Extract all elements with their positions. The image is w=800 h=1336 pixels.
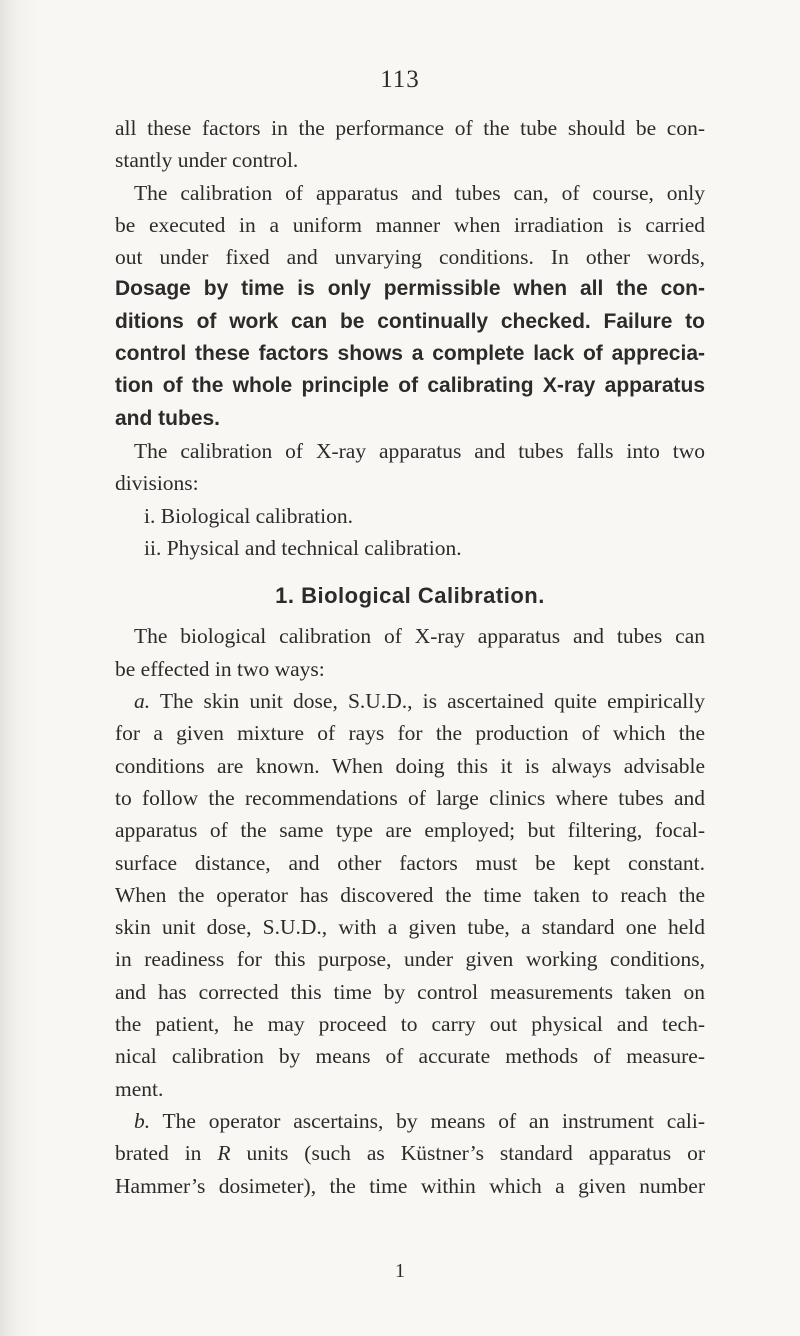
text-line: The biological calibration of X-ray apparatus and tubes can — [134, 624, 705, 649]
bold-text-line: and tubes. — [115, 406, 221, 430]
text-line: The calibration of apparatus and tubes can, of course, only — [134, 180, 705, 205]
text-line — [115, 685, 705, 717]
text-line: apparatus of the same type are employed; but filtering, focal- — [115, 818, 705, 843]
text-fragment: The skin unit dose, S.U.D., is ascertained quite empirically — [159, 689, 705, 714]
text-line: stantly under control. — [115, 148, 299, 173]
bold-text-line: tion of the whole principle of calibrating X-ray apparatus — [115, 374, 705, 398]
text-line: skin unit dose, S.U.D., with a given tube, a standard one held — [115, 915, 705, 940]
text-line: be effected in two ways: — [115, 656, 325, 681]
list-item: i. Biological calibration. — [144, 503, 353, 528]
text-line: all these factors in the performance of the tube should be con- — [115, 116, 705, 140]
text-line: be executed in a uniform manner when irradiation is carried — [115, 212, 705, 237]
item-label: a. — [134, 689, 151, 714]
text-line: conditions are known. When doing this it is always advisable — [115, 753, 705, 778]
unit-symbol: R — [217, 1141, 231, 1166]
text-line: and has corrected this time by control measurements taken on — [115, 979, 705, 1004]
item-label: b. — [134, 1108, 151, 1133]
text-line: to follow the recommendations of large clinics where tubes and — [115, 785, 705, 810]
text-line: nical calibration by means of accurate methods of measure- — [115, 1044, 705, 1069]
text-line — [115, 1137, 705, 1169]
text-line: in readiness for this purpose, under given working conditions, — [115, 947, 705, 972]
text-fragment: units (such as Küstner’s standard apparatus or — [230, 1141, 706, 1166]
body-text — [115, 112, 705, 1202]
bold-text-line: control these factors shows a complete lack of apprecia- — [115, 342, 705, 366]
text-line: divisions: — [115, 471, 199, 496]
text-line: ment. — [115, 1076, 164, 1101]
signature-mark: 1 — [395, 1260, 405, 1282]
text-fragment: brated in — [115, 1141, 218, 1166]
text-line: Hammer’s dosimeter), the time within which a given number — [115, 1173, 705, 1198]
text-line: surface distance, and other factors must be kept constant. — [115, 850, 705, 875]
text-line: The calibration of X-ray apparatus and tubes falls into two — [134, 438, 705, 463]
text-line — [115, 1105, 705, 1137]
text-line: the patient, he may proceed to carry out physical and tech- — [115, 1012, 705, 1037]
text-fragment: The operator ascertains, by means of an instrument cali- — [162, 1108, 705, 1133]
list-item: ii. Physical and technical calibration. — [144, 535, 462, 560]
bold-text-line: Dosage by time is only permissible when all the con- — [115, 277, 705, 301]
section-heading: 1. Biological Calibration. — [275, 583, 545, 609]
text-line: When the operator has discovered the time taken to reach the — [115, 882, 705, 907]
text-line: for a given mixture of rays for the production of which the — [115, 721, 705, 746]
page-number: 113 — [380, 66, 420, 93]
bold-text-line: ditions of work can be continually checked. Failure to — [115, 309, 705, 333]
text-line: out under fixed and unvarying conditions. In other words, — [115, 245, 705, 270]
